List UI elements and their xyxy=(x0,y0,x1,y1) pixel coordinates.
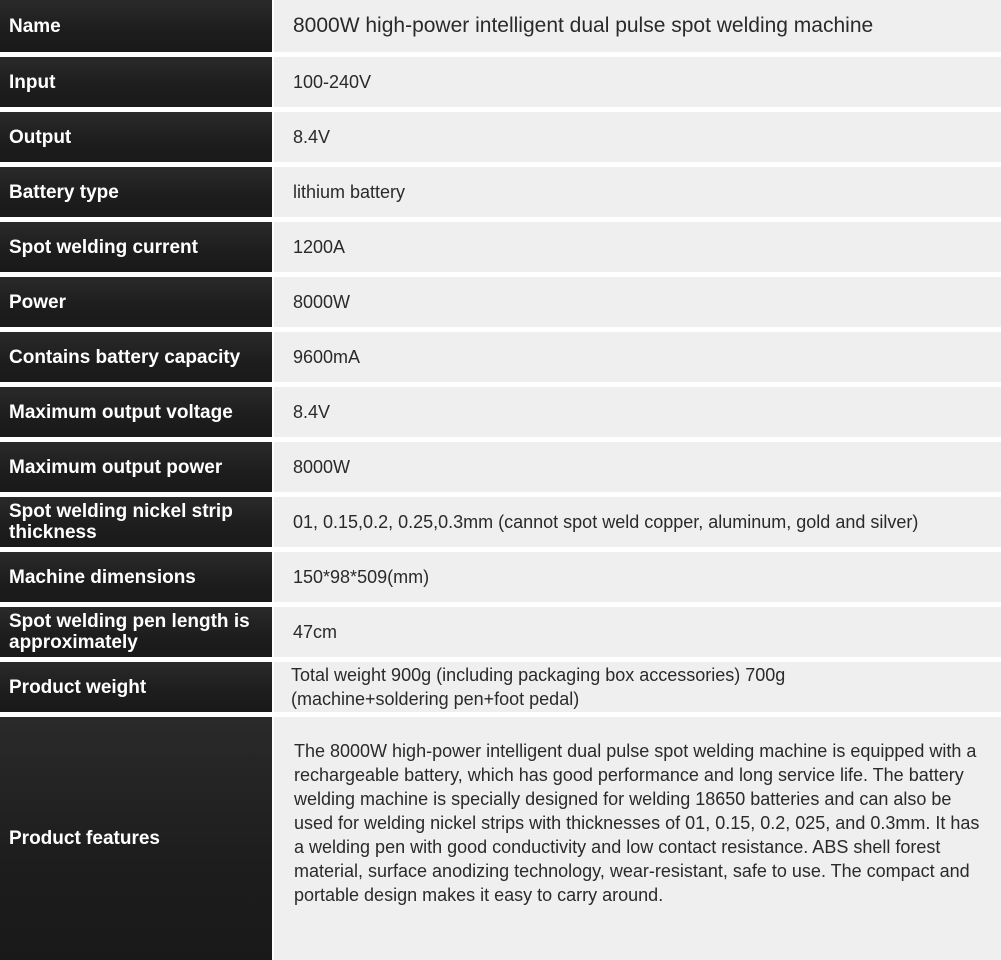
spec-value: 150*98*509(mm) xyxy=(274,552,1001,602)
spec-value: 8000W xyxy=(274,442,1001,492)
spec-row-machine-dimensions xyxy=(0,552,1001,602)
spec-value: 8.4V xyxy=(274,112,1001,162)
spec-value: 8000W high-power intelligent dual pulse spot welding machine xyxy=(274,0,1001,52)
spec-row-name xyxy=(0,0,1001,52)
spec-value: 9600mA xyxy=(274,332,1001,382)
spec-label: Output xyxy=(0,112,272,162)
spec-row-pen-length xyxy=(0,607,1001,657)
spec-label: Product weight xyxy=(0,662,272,712)
spec-row-input xyxy=(0,57,1001,107)
spec-value: 01, 0.15,0.2, 0.25,0.3mm (cannot spot weld copper, aluminum, gold and silver) xyxy=(274,497,1001,547)
spec-value: Total weight 900g (including packaging box accessories) 700g (machine+soldering pen+foot pedal) xyxy=(274,662,1001,712)
spec-value: 8000W xyxy=(274,277,1001,327)
spec-value: The 8000W high-power intelligent dual pulse spot welding machine is equipped with a rechargeable battery, which has good performance and long service life. The battery welding machine is specially designed for welding 18650 batteries and can also be used for welding nickel strips with thicknesses of 01, 0.15, 0.2, 025, and 0.3mm. It has a welding pen with good conductivity and low contact resistance. ABS shell forest material, surface anodizing technology, wear-resistant, safe to use. The compact and portable design makes it easy to carry around. xyxy=(274,717,1001,960)
spec-row-battery-capacity xyxy=(0,332,1001,382)
spec-label: Battery type xyxy=(0,167,272,217)
spec-row-max-output-voltage xyxy=(0,387,1001,437)
spec-row-max-output-power xyxy=(0,442,1001,492)
spec-label: Input xyxy=(0,57,272,107)
spec-row-output xyxy=(0,112,1001,162)
spec-label: Product features xyxy=(0,717,272,960)
spec-label: Maximum output voltage xyxy=(0,387,272,437)
spec-value: 100-240V xyxy=(274,57,1001,107)
spec-row-product-features xyxy=(0,717,1001,960)
spec-label: Contains battery capacity xyxy=(0,332,272,382)
spec-row-product-weight xyxy=(0,662,1001,712)
spec-value: lithium battery xyxy=(274,167,1001,217)
spec-value: 1200A xyxy=(274,222,1001,272)
spec-row-battery-type xyxy=(0,167,1001,217)
spec-value: 8.4V xyxy=(274,387,1001,437)
spec-label: Spot welding pen length is approximately xyxy=(0,607,272,657)
spec-label: Machine dimensions xyxy=(0,552,272,602)
spec-row-spot-welding-current xyxy=(0,222,1001,272)
spec-row-nickel-strip-thickness xyxy=(0,497,1001,547)
spec-value: 47cm xyxy=(274,607,1001,657)
spec-label: Maximum output power xyxy=(0,442,272,492)
spec-label: Spot welding nickel strip thickness xyxy=(0,497,272,547)
spec-row-power xyxy=(0,277,1001,327)
spec-label: Name xyxy=(0,0,272,52)
spec-label: Spot welding current xyxy=(0,222,272,272)
spec-label: Power xyxy=(0,277,272,327)
